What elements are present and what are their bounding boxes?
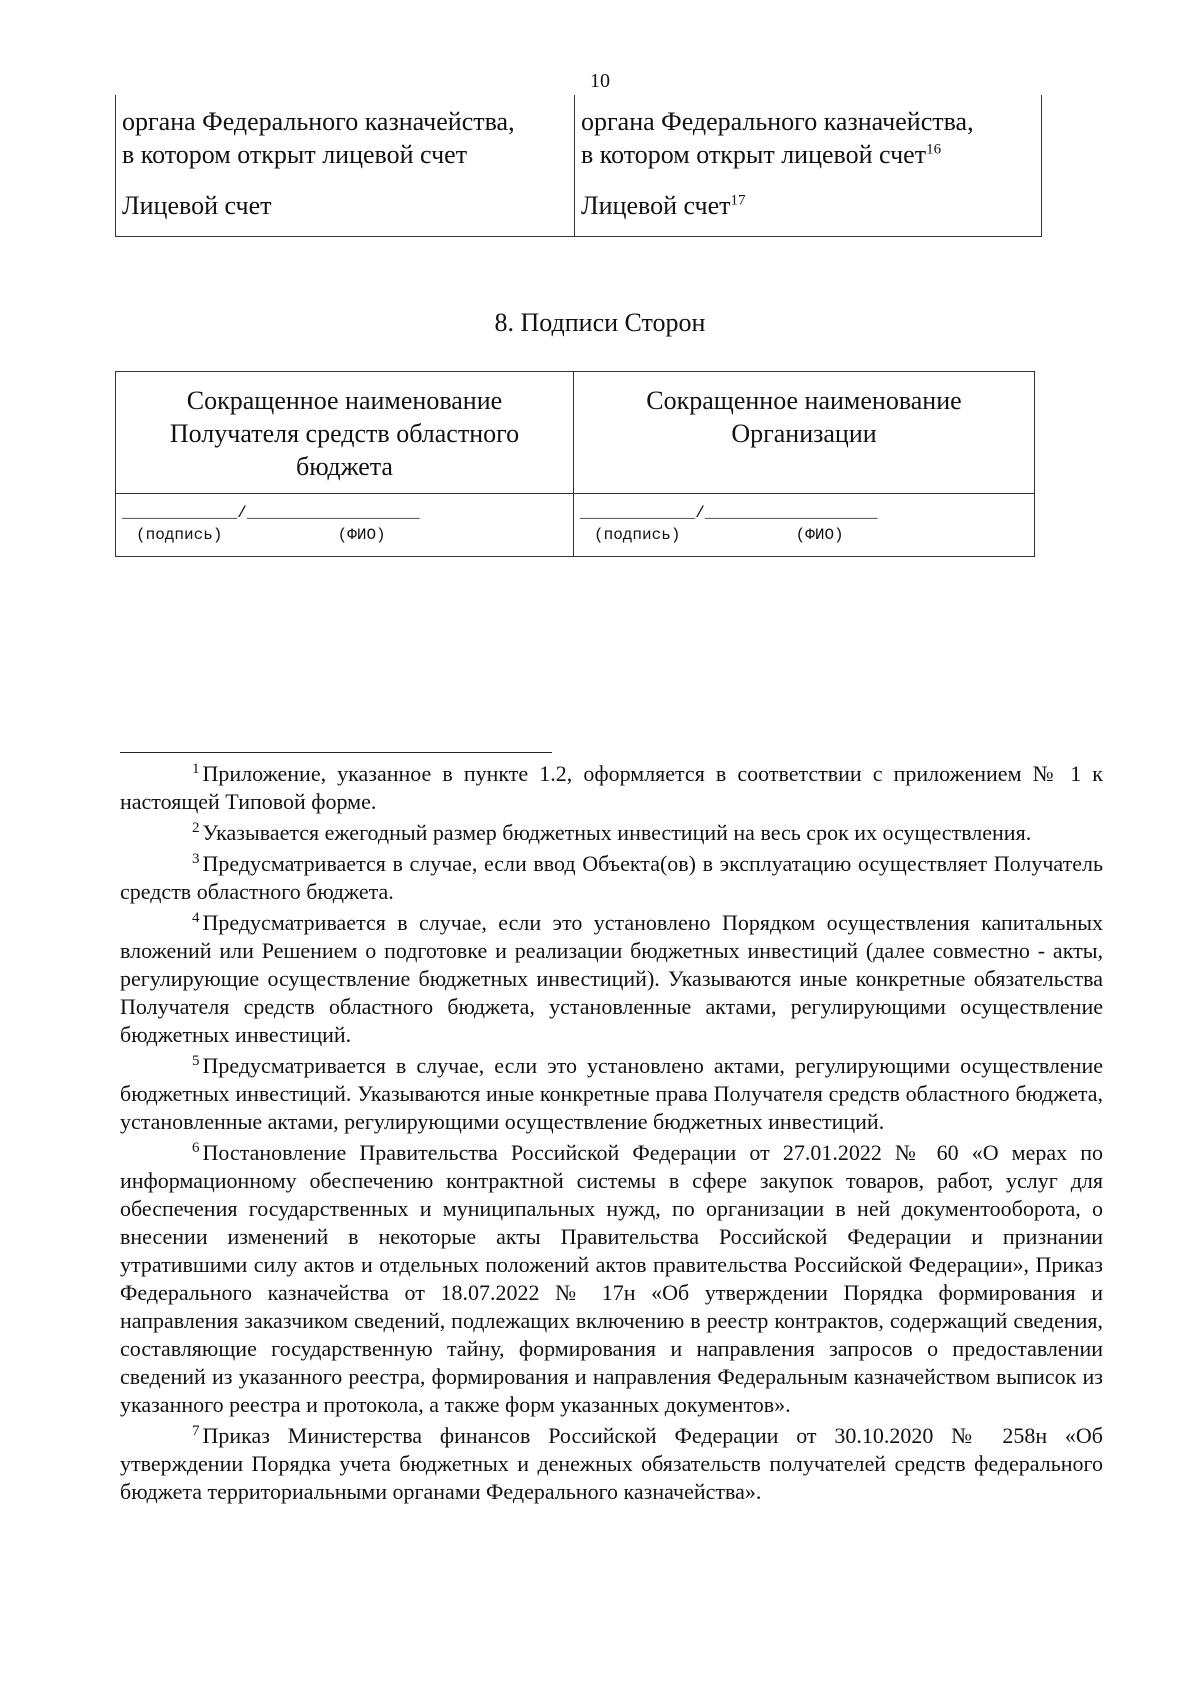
footnote-text: Приложение, указанное в пункте 1.2, оформляется в соответствии с приложением № 1 к настоящей Типовой форме. <box>120 761 1103 814</box>
footnote-1 <box>120 760 1103 816</box>
account-right-line3-wrap <box>581 189 1039 222</box>
page-number: 10 <box>590 70 610 92</box>
footnote-text: Предусматривается в случае, если ввод Объекта(ов) в эксплуатацию осуществляет Получатель средств областного бюджета. <box>120 851 1103 904</box>
account-right-column <box>575 95 1039 236</box>
footnote-number: 4 <box>192 909 200 926</box>
recipient-name-caption: (ФИО) <box>337 526 386 544</box>
footnote-ref-17[interactable]: 17 <box>730 192 746 209</box>
footnote-2 <box>120 819 1103 847</box>
footnote-number: 7 <box>192 1422 200 1439</box>
section-title: 8. Подписи Сторон <box>494 308 706 337</box>
recipient-signature-caption: (подпись) <box>136 526 223 544</box>
footnote-5 <box>120 1052 1103 1136</box>
account-left-column <box>116 95 575 236</box>
organization-name-caption: (ФИО) <box>795 526 844 544</box>
footnote-number: 2 <box>192 819 200 836</box>
footnote-text: Приказ Министерства финансов Российской Федерации от 30.10.2020 № 258н «Об утверждении Порядка учета бюджетных и денежных обязательств получателей средств федерального бюджета территориальными органами Федерального казначейства». <box>120 1423 1103 1504</box>
account-table <box>115 95 1042 237</box>
organization-signature-caption: (подпись) <box>594 526 681 544</box>
account-right-line2: в котором открыт лицевой счет <box>581 140 927 169</box>
account-right-line3: Лицевой счет <box>581 191 731 220</box>
account-right-line2-wrap <box>581 138 1039 171</box>
account-left-line1: органа Федерального казначейства, <box>122 107 515 136</box>
footnote-4 <box>120 909 1103 1049</box>
footnote-7 <box>120 1422 1103 1506</box>
account-left-line2: в котором открыт лицевой счет <box>122 140 468 169</box>
footnote-number: 5 <box>192 1052 200 1069</box>
organization-signature-line: ____________/__________________ <box>580 504 878 522</box>
footnote-number: 6 <box>192 1139 200 1156</box>
account-right-line1: органа Федерального казначейства, <box>581 107 974 136</box>
footnote-text: Предусматривается в случае, если это установлено актами, регулирующими осуществление бюджетных инвестиций. Указываются иные конкретные права Получателя средств областного бюджета, установленные актами, регулирующими осуществление бюджетных инвестиций. <box>120 1053 1103 1134</box>
footnote-number: 1 <box>192 760 200 777</box>
organization-signature-cell <box>574 494 1034 557</box>
recipient-signature-cell <box>116 494 574 557</box>
footnotes <box>120 760 1103 1509</box>
footnote-3 <box>120 850 1103 906</box>
signatures-table <box>115 371 1035 557</box>
account-left-line3: Лицевой счет <box>122 191 272 220</box>
footnote-separator <box>120 752 552 753</box>
recipient-signature-line: ____________/__________________ <box>122 504 420 522</box>
footnote-text: Постановление Правительства Российской Федерации от 27.01.2022 № 60 «О мерах по информационному обеспечению контрактной системы в сфере закупок товаров, работ, услуг для обеспечения государственных и муниципальных нужд, по организации в ней документооборота, о внесении изменений в некоторые акты Правительства Российской Федерации и признании утратившими силу актов и отдельных положений актов правительства Российской Федерации», Приказ Федерального казначейства от 18.07.2022 № 17н «Об утверждении Порядка формирования и направления заказчиком сведений, подлежащих включению в реестр контрактов, содержащий сведения, составляющие государственную тайну, формирования и направления запросов о предоставлении сведений из указанного реестра, формирования и направления Федеральным казначейством выписок из указанного реестра и протокола, а также форм указанных документов». <box>120 1140 1103 1417</box>
footnote-text: Предусматривается в случае, если это установлено Порядком осуществления капитальных вложений или Решением о подготовке и реализации бюджетных инвестиций (далее совместно - акты, регулирующие осуществление бюджетных инвестиций). Указываются иные конкретные обязательства Получателя средств областного бюджета, установленные актами, регулирующими осуществление бюджетных инвестиций. <box>120 910 1103 1047</box>
footnote-text: Указывается ежегодный размер бюджетных инвестиций на весь срок их осуществления. <box>202 820 1032 845</box>
organization-name-header: Сокращенное наименование Организации <box>646 386 962 448</box>
recipient-name-header: Сокращенное наименование Получателя средств областного бюджета <box>116 372 574 493</box>
footnote-6 <box>120 1139 1103 1419</box>
footnote-number: 3 <box>192 850 200 867</box>
footnote-ref-16[interactable]: 16 <box>926 141 942 158</box>
